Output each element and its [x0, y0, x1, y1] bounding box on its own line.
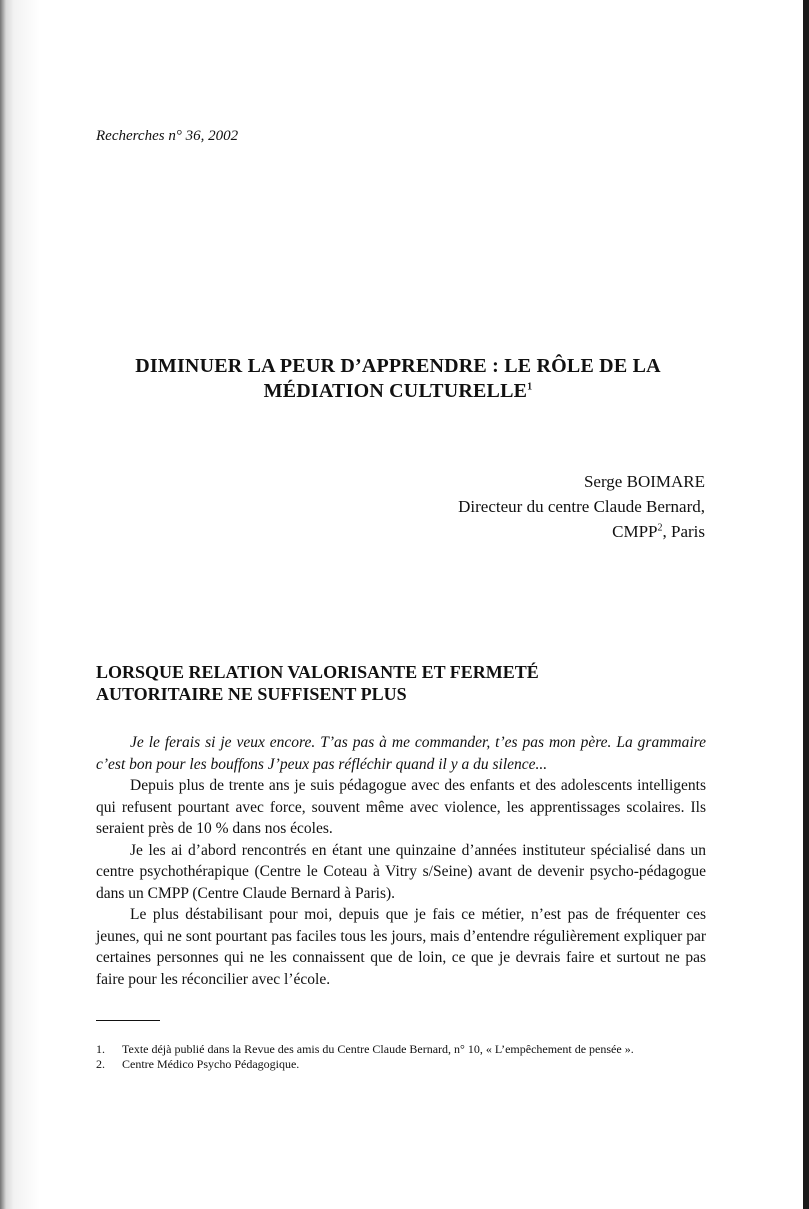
paragraph: Je les ai d’abord rencontrés en étant une quinzaine d’années instituteur spécialisé dans un centre psychothérapique (Centre le Coteau à Vitry s/Seine) avant de devenir psycho-pédagogue dans un CMPP (Centre Claude Bernard à Paris).: [96, 841, 706, 902]
title-line-2-text: MÉDIATION CULTURELLE: [263, 380, 528, 402]
footnote-number: 2.: [96, 1057, 105, 1071]
section-heading-line-1: LORSQUE RELATION VALORISANTE ET FERMETÉ: [96, 662, 539, 682]
paragraph: Depuis plus de trente ans je suis pédagogue avec des enfants et des adolescents intelligents qui refusent pourtant avec force, souvent même avec violence, les apprentissages scolaires. Ils seraient près de 10 % dans nos écoles.: [96, 777, 706, 837]
footnote-separator: [96, 1020, 160, 1021]
scan-edge-right: [803, 0, 809, 1209]
footnote-text: Texte déjà publié dans la Revue des amis du Centre Claude Bernard, n° 10, « L’empêchement de pensée ».: [122, 1042, 634, 1056]
footnote-number: 1.: [96, 1042, 105, 1056]
author-affiliation: [458, 519, 705, 544]
footnote: [96, 1057, 706, 1072]
footnote: [96, 1042, 706, 1057]
section-heading: [96, 661, 656, 705]
body-text: [96, 732, 706, 990]
paragraph: Le plus déstabilisant pour moi, depuis que je fais ce métier, n’est pas de fréquenter ces jeunes, qui ne sont pourtant pas faciles tous les jours, mais d’entendre régulièrement expliquer par certaines personnes qui ne les connaissent que de loin, ce que je devrais faire et surtout ne pas faire pour les réconcilier avec l’école.: [96, 906, 706, 988]
footnotes: [96, 1042, 706, 1072]
scan-edge-shadow: [0, 0, 60, 1209]
footnote-text: Centre Médico Psycho Pédagogique.: [122, 1057, 300, 1071]
title-footnote-ref: 1: [527, 381, 533, 393]
title-line-1: DIMINUER LA PEUR D’APPRENDRE : LE RÔLE DE LA: [135, 355, 661, 377]
opening-quote: Je le ferais si je veux encore. T’as pas à me commander, t’es pas mon père. La grammaire c’est bon pour les bouffons J’peux pas réfléchir quand il y a du silence...: [96, 734, 706, 773]
author-org-ref: 2: [657, 522, 663, 534]
title-line-2: [96, 379, 700, 404]
journal-header: Recherches n° 36, 2002: [96, 128, 239, 144]
author-block: [458, 469, 705, 544]
author-city: , Paris: [662, 522, 705, 541]
author-name: Serge BOIMARE: [583, 472, 705, 491]
author-org: CMPP: [612, 522, 658, 541]
article-title: [96, 354, 700, 404]
section-heading-line-2: AUTORITAIRE NE SUFFISENT PLUS: [96, 684, 407, 704]
author-role: Directeur du centre Claude Bernard,: [458, 497, 705, 516]
